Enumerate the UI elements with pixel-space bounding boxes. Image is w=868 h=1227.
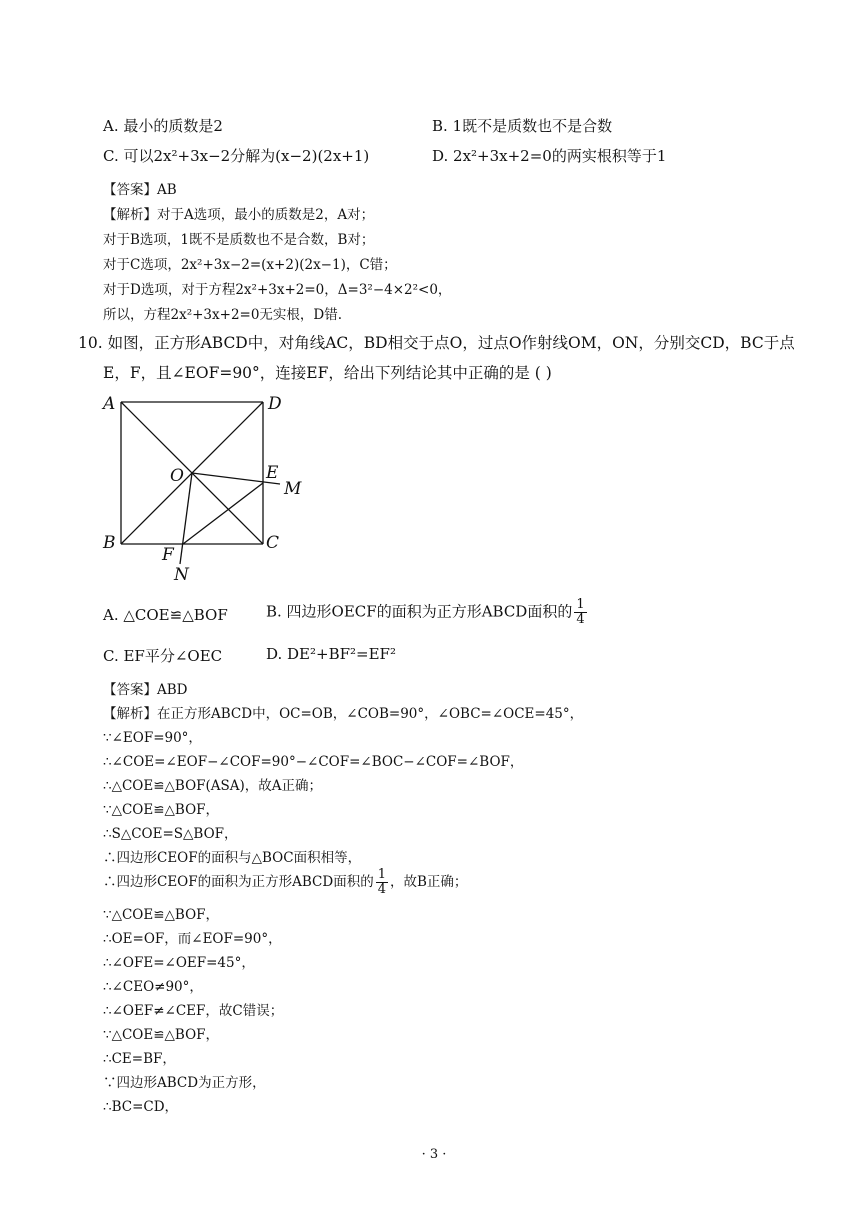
q9-option-d: D. 2x²+3x+2=0的两实根积等于1 <box>432 147 667 165</box>
q10-analysis-line: ∵△COE≌△BOF， <box>103 802 220 818</box>
q10-option-a: A. △COE≌△BOF <box>103 606 228 624</box>
label-b: B <box>103 533 116 553</box>
fraction-one-quarter: $\frac{1}{4}$ <box>377 867 386 897</box>
label-m: M <box>284 479 302 499</box>
q10-analysis-line: ∴CE=BF， <box>103 1051 176 1067</box>
q9-option-a: A. 最小的质数是2 <box>103 117 223 135</box>
q10-option-d: D. DE²+BF²=EF² <box>266 645 396 663</box>
label-e: E <box>266 463 279 483</box>
q9-analysis-line: 所以，方程2x²+3x+2=0无实根，D错. <box>103 307 343 323</box>
q10-analysis-line: ∵四边形ABCD为正方形， <box>103 1075 266 1091</box>
q9-option-b: B. 1既不是质数也不是合数 <box>432 117 613 135</box>
q10-analysis-line: 【解析】在正方形ABCD中，OC=OB，∠COB=90°，∠OBC=∠OCE=45°， <box>103 706 584 722</box>
q10-option-b-text: B. 四边形OECF的面积为正方形ABCD面积的 <box>266 602 573 621</box>
fraction-one-quarter: $\frac{1}{4}$ <box>576 597 585 627</box>
q10-analysis-line: ∴∠CEO≠90°， <box>103 979 203 995</box>
q10-answer: 【答案】ABD <box>103 682 188 698</box>
q10-analysis-line: ∴S△COE=S△BOF， <box>103 826 238 842</box>
q10-analysis-line: ∴∠OFE=∠OEF=45°， <box>103 955 255 971</box>
q9-analysis-line: 对于B选项，1既不是质数也不是合数，B对； <box>103 232 375 248</box>
q10-analysis-line: ∵△COE≌△BOF， <box>103 1027 220 1043</box>
label-f: F <box>162 545 174 565</box>
label-c: C <box>266 533 280 553</box>
label-a: A <box>103 394 116 414</box>
q10-analysis-line: ∴BC=CD， <box>103 1099 179 1115</box>
q10-option-b <box>266 598 589 627</box>
q10-analysis-line: ∵△COE≌△BOF， <box>103 907 220 923</box>
ray-on <box>180 473 192 564</box>
q10-analysis-line: ∴△COE≌△BOF(ASA)，故A正确； <box>103 778 323 794</box>
q9-analysis-line: 对于C选项，2x²+3x−2=(x+2)(2x−1)，C错； <box>103 257 397 273</box>
page-number: · 3 · <box>421 1147 447 1162</box>
q10-analysis-line: ∴四边形CEOF的面积与△BOC面积相等， <box>103 850 362 866</box>
q9-option-c: C. 可以2x²+3x−2分解为(x−2)(2x+1) <box>103 147 370 165</box>
segment-ef <box>183 483 263 544</box>
q10-stem-line1: 10. 如图，正方形ABCD中，对角线AC，BD相交于点O，过点O作射线OM，ON，分别交CD，BC于点 <box>78 334 795 352</box>
q9-analysis-line: 对于D选项，对于方程2x²+3x+2=0，Δ=3²−4×2²<0， <box>103 282 452 298</box>
label-o: O <box>170 466 184 486</box>
q10-analysis-line: ∴∠COE=∠EOF−∠COF=90°−∠COF=∠BOC−∠COF=∠BOF， <box>103 754 524 770</box>
q10-analysis-line: ∴∠OEF≠∠CEF，故C错误； <box>103 1003 284 1019</box>
q10-analysis-line: ∴四边形CEOF的面积为正方形ABCD面积的 $\frac{1}{4}$ ，故B正确； <box>103 867 468 897</box>
label-n: N <box>174 565 189 585</box>
q10-analysis-line: ∵∠EOF=90°， <box>103 730 202 746</box>
q10-stem-line2: E，F，且∠EOF=90°，连接EF，给出下列结论其中正确的是 ( ) <box>103 364 552 382</box>
label-d: D <box>268 394 282 414</box>
q9-answer: 【答案】AB <box>103 182 177 198</box>
q10-analysis-line: ∴OE=OF，而∠EOF=90°， <box>103 931 282 947</box>
q9-analysis-line: 【解析】对于A选项，最小的质数是2，A对； <box>103 207 375 223</box>
square-geometry-figure <box>95 385 325 585</box>
q10-option-c: C. EF平分∠OEC <box>103 647 223 665</box>
